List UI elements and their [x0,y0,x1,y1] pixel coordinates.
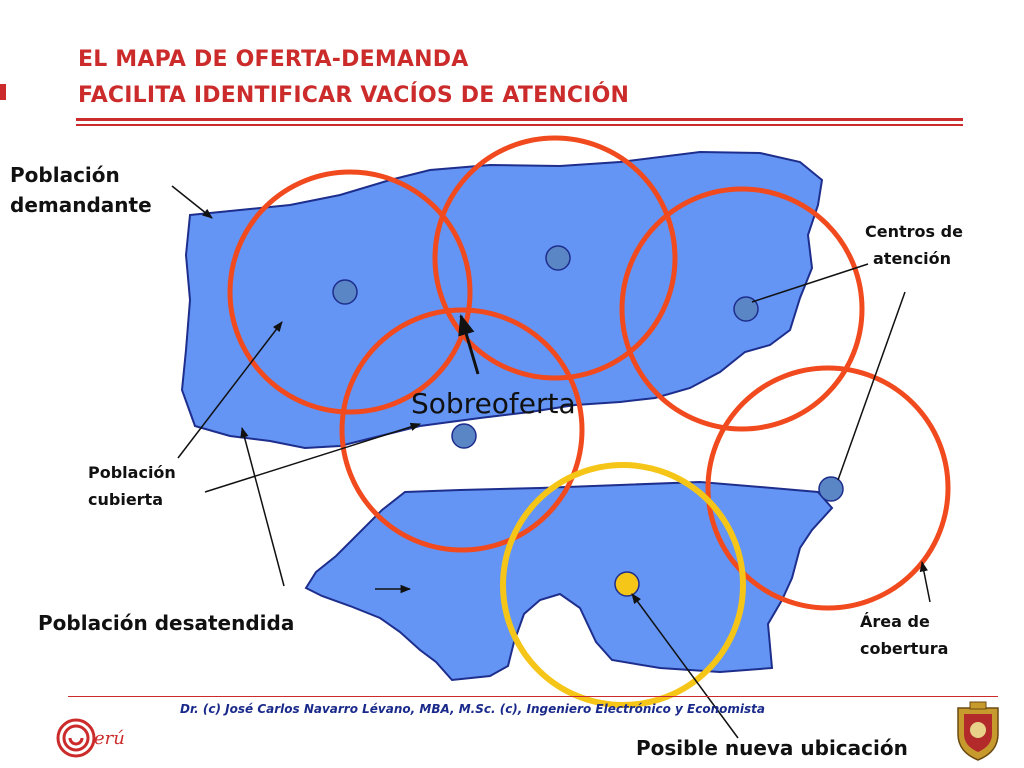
label-poblacion-desatendida: Población desatendida [38,611,295,635]
peru-logo-icon [54,712,144,764]
label-centros-line1: Centros de [865,222,963,241]
sobreoferta-label: Sobreoferta [411,387,576,420]
label-cubierta-line1: Población [88,463,176,482]
service-center-1 [333,280,357,304]
arrow-area-cobertura [922,562,930,602]
label-area-line1: Área de [860,612,930,631]
service-center-4 [452,424,476,448]
footer-author: Dr. (c) José Carlos Navarro Lévano, MBA, M.Sc. (c), Ingeniero Electrónico y Economista [180,702,765,716]
label-centros-atencion [865,218,963,272]
label-poblacion-demandante [10,160,152,220]
label-poblacion-cubierta [88,459,176,513]
label-centros-line2: atención [873,249,952,268]
service-center-5 [819,477,843,501]
label-poblacion-demandante-line2: demandante [10,193,152,217]
title-line-1: EL MAPA DE OFERTA-DEMANDA [78,47,469,72]
peru-logo-text: erú [94,728,125,749]
label-area-line2: cobertura [860,639,949,658]
label-cubierta-line2: cubierta [88,490,163,509]
arrow-desatendida-1 [242,428,284,586]
new-service-center [615,572,639,596]
title-line-2: FACILITA IDENTIFICAR VACÍOS DE ATENCIÓN [78,83,630,108]
university-crest-icon [952,700,1004,762]
arrow-poblacion-demandante [172,186,212,218]
label-posible-nueva-ubicacion: Posible nueva ubicación [636,736,908,760]
label-area-cobertura [860,608,948,662]
label-poblacion-demandante-line1: Población [10,163,120,187]
service-center-2 [546,246,570,270]
footer-rule [68,696,998,697]
